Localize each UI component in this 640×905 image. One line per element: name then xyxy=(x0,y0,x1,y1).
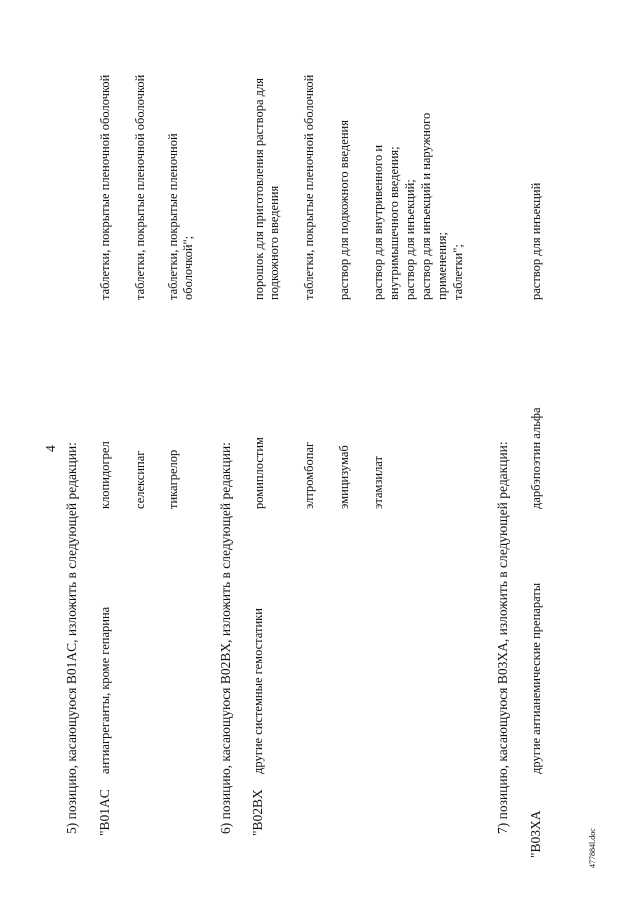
section-7-code: "B03XA xyxy=(528,810,543,858)
section-6-form-4a: раствор для внутривенного и xyxy=(371,144,385,300)
section-5-code: "B01AC xyxy=(97,789,112,836)
section-5-intro: 5) позицию, касающуюся B01AC, изложить в следующей редакции: xyxy=(64,442,79,834)
section-7-drug-1: дарбэпоэтин альфа xyxy=(529,407,543,509)
section-6-drug-4: этамзилат xyxy=(371,456,385,509)
section-5-drug-1: клопидогрел xyxy=(98,441,112,509)
section-6-form-4b: внутримышечного введения; xyxy=(387,146,401,300)
section-6-code: "B02BX xyxy=(250,789,265,836)
page-number: 4 xyxy=(43,445,58,452)
section-6-form-3: раствор для подкожного введения xyxy=(337,120,351,300)
section-6-intro: 6) позицию, касающуюся B02BX, изложить в следующей редакции: xyxy=(218,442,233,834)
section-6-form-4c: раствор для инъекций; xyxy=(403,179,417,300)
section-6-form-4e: применения; xyxy=(435,232,449,300)
section-5-drug-2: селексипаг xyxy=(133,450,147,509)
section-5-form-3a: таблетки, покрытые пленочной xyxy=(166,133,180,300)
section-6-form-2: таблетки, покрытые пленочной оболочкой xyxy=(302,74,316,300)
section-6-form-1b: подкожного введения xyxy=(267,185,281,300)
section-6-group: другие системные гемостатики xyxy=(251,608,265,774)
section-6-form-4d: раствор для инъекций и наружного xyxy=(419,112,433,300)
section-5-form-1: таблетки, покрытые пленочной оболочкой xyxy=(98,74,112,300)
section-6-drug-3: эмицизумаб xyxy=(337,445,351,509)
section-7-form-1: раствор для инъекций xyxy=(529,182,543,300)
section-6-form-4f: таблетки"; xyxy=(451,244,465,300)
section-6-form-1a: порошок для приготовления раствора для xyxy=(252,78,266,300)
section-5-form-3b: оболочкой"; xyxy=(181,235,195,300)
footer-doc-code: 477884l.doc xyxy=(588,828,597,868)
section-5-drug-3: тикагрелор xyxy=(166,449,180,509)
section-7-group: другие антианемические препараты xyxy=(529,582,543,774)
section-7-intro: 7) позицию, касающуюся B03XA, изложить в следующей редакции: xyxy=(495,441,510,834)
section-5-group: антиагреганты, кроме гепарина xyxy=(98,606,112,774)
section-5-form-2: таблетки, покрытые пленочной оболочкой xyxy=(133,74,147,300)
section-6-drug-1: ромиплостим xyxy=(252,437,266,509)
section-6-drug-2: элтромбопаг xyxy=(302,441,316,509)
